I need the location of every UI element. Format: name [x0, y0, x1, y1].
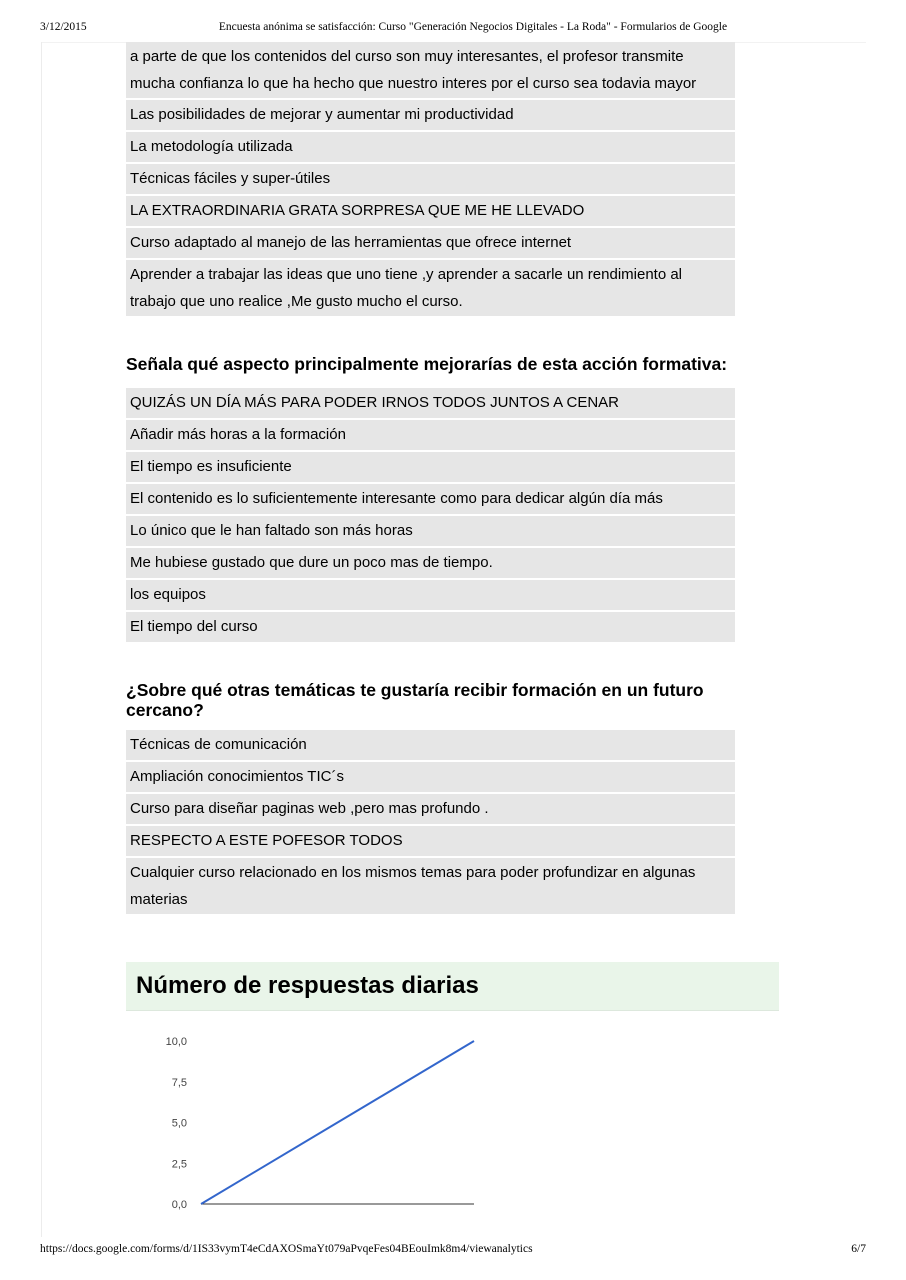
print-footer: [40, 1243, 866, 1259]
list-item: El tiempo es insuficiente: [126, 452, 735, 484]
section-title: Número de respuestas diarias: [136, 972, 479, 999]
print-date: 3/12/2015: [40, 21, 87, 33]
list-item: los equipos: [126, 580, 735, 612]
list-item: Aprender a trabajar las ideas que uno tiene ,y aprender a sacarle un rendimiento al trabajo que uno realice ,Me gusto mucho el curso.: [126, 260, 735, 318]
daily-responses-chart: [126, 1011, 526, 1231]
list-item: RESPECTO A ESTE POFESOR TODOS: [126, 826, 735, 858]
list-item: Ampliación conocimientos TIC´s: [126, 762, 735, 794]
improve-responses: [126, 388, 735, 644]
y-tick-label: 0,0: [171, 1199, 187, 1211]
series-line: [201, 1041, 474, 1204]
list-item: LA EXTRAORDINARIA GRATA SORPRESA QUE ME HE LLEVADO: [126, 196, 735, 228]
list-item: El contenido es lo suficientemente interesante como para dedicar algún día más: [126, 484, 735, 516]
daily-responses-section: [126, 962, 779, 1011]
print-header: [40, 21, 866, 37]
question-title-topics: ¿Sobre qué otras temáticas te gustaría recibir formación en un futuro cercano?: [126, 680, 704, 720]
y-tick-label: 5,0: [171, 1117, 187, 1130]
page-frame-left: [41, 42, 42, 1237]
list-item: Técnicas fáciles y super-útiles: [126, 164, 735, 196]
chart-svg: [126, 1011, 526, 1231]
list-item: Curso para diseñar paginas web ,pero mas profundo .: [126, 794, 735, 826]
list-item: Lo único que le han faltado son más horas: [126, 516, 735, 548]
list-item: a parte de que los contenidos del curso son muy interesantes, el profesor transmite mucha confianza lo que ha hecho que nuestro interes por el curso sea todavia mayor: [126, 42, 735, 100]
list-item: Curso adaptado al manejo de las herramientas que ofrece internet: [126, 228, 735, 260]
y-tick-label: 10,0: [165, 1036, 187, 1048]
print-url: https://docs.google.com/forms/d/1IS33vymT4eCdAXOSmaYt079aPvqeFes04BEouImk8m4/viewanalytics: [40, 1243, 533, 1255]
previous-question-responses: [126, 42, 735, 318]
question-title-improve: Señala qué aspecto principalmente mejorarías de esta acción formativa:: [126, 354, 728, 374]
list-item: El tiempo del curso: [126, 612, 735, 644]
list-item: Técnicas de comunicación: [126, 730, 735, 762]
page-number: 6/7: [851, 1243, 866, 1255]
list-item: QUIZÁS UN DÍA MÁS PARA PODER IRNOS TODOS JUNTOS A CENAR: [126, 388, 735, 420]
list-item: Añadir más horas a la formación: [126, 420, 735, 452]
y-tick-label: 7,5: [171, 1076, 187, 1089]
list-item: La metodología utilizada: [126, 132, 735, 164]
main-content: [126, 42, 779, 1231]
print-title: Encuesta anónima se satisfacción: Curso "Generación Negocios Digitales - La Roda" - Formularios de Google: [218, 21, 728, 33]
list-item: Las posibilidades de mejorar y aumentar mi productividad: [126, 100, 735, 132]
y-tick-label: 2,5: [171, 1158, 187, 1171]
topics-responses: [126, 730, 735, 916]
list-item: Cualquier curso relacionado en los mismos temas para poder profundizar en algunas materias: [126, 858, 735, 916]
list-item: Me hubiese gustado que dure un poco mas de tiempo.: [126, 548, 735, 580]
